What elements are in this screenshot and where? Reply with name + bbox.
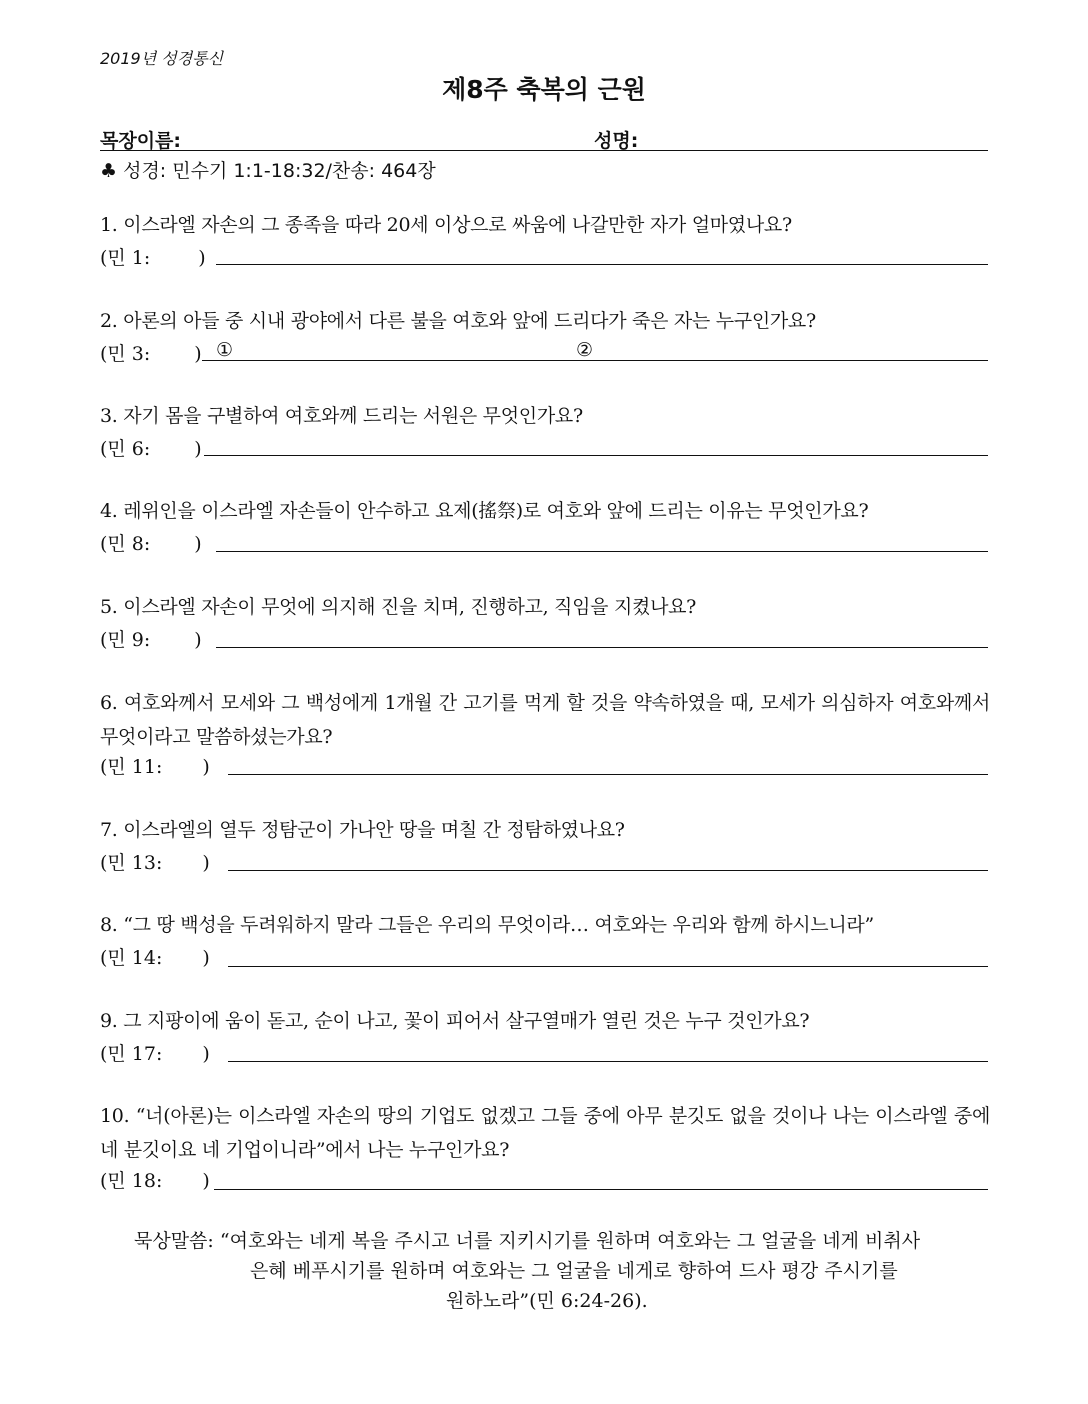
name-label: 성명: [594, 130, 639, 152]
leader-label: 목장이름: [100, 130, 182, 152]
answer-line-6[interactable] [228, 774, 988, 775]
question-7: 7. 이스라엘의 열두 정탐군이 가나안 땅을 며칠 간 정탐하였나요? [100, 819, 625, 841]
question-6-ref: (민 11: ) [100, 756, 210, 778]
question-8: 8. “그 땅 백성을 두려워하지 말라 그들은 우리의 무엇이라… 여호와는 우리와 함께 하시느니라” [100, 914, 874, 936]
closing-line-3: 원하노라”(민 6:24-26). [446, 1290, 648, 1312]
closing-line-2: 은혜 베푸시기를 원하며 여호와는 그 얼굴을 네게로 향하여 드사 평강 주시기를 [250, 1260, 898, 1282]
scripture-text: 성경: 민수기 1:1-18:32/찬송: 464장 [123, 160, 436, 182]
question-3: 3. 자기 몸을 구별하여 여호와께 드리는 서원은 무엇인가요? [100, 405, 583, 427]
question-2: 2. 아론의 아들 중 시내 광야에서 다른 불을 여호와 앞에 드리다가 죽은 자는 누구인가요? [100, 310, 816, 332]
question-4-ref: (민 8: ) [100, 533, 202, 555]
answer-line-3[interactable] [204, 455, 988, 456]
header-note: 2019년 성경통신 [100, 49, 224, 68]
question-10: 10. “너(아론)는 이스라엘 자손의 땅의 기업도 없겠고 그들 중에 아무 분깃도 없을 것이나 나는 이스라엘 중에 네 분깃이요 네 기업이니라”에서 나는 누구인가요? [100, 1105, 990, 1161]
question-8-ref: (민 14: ) [100, 947, 210, 969]
club-icon: ♣ [100, 160, 118, 182]
answer-line-1[interactable] [216, 264, 988, 265]
answer-line-2[interactable] [202, 360, 988, 361]
question-4: 4. 레위인을 이스라엘 자손들이 안수하고 요제(搖祭)로 여호와 앞에 드리는 이유는 무엇인가요? [100, 500, 869, 522]
question-5: 5. 이스라엘 자손이 무엇에 의지해 진을 치며, 진행하고, 직임을 지켰나요? [100, 596, 697, 618]
question-1: 1. 이스라엘 자손의 그 종족을 따라 20세 이상으로 싸움에 나갈만한 자가 얼마였나요? [100, 214, 792, 236]
leader-field[interactable] [188, 126, 588, 150]
question-10-ref: (민 18: ) [100, 1170, 210, 1192]
answer-line-7[interactable] [228, 870, 988, 871]
name-row-underline [100, 150, 988, 151]
closing-line-1: 묵상말씀: “여호와는 네게 복을 주시고 너를 지키시기를 원하며 여호와는 그 얼굴을 네게 비취사 [134, 1230, 921, 1252]
question-9: 9. 그 지팡이에 움이 돋고, 순이 나고, 꽃이 피어서 살구열매가 열린 것은 누구 것인가요? [100, 1010, 810, 1032]
question-9-ref: (민 17: ) [100, 1043, 210, 1065]
page-title: 제8주 축복의 근원 [442, 75, 646, 104]
question-6: 6. 여호와께서 모세와 그 백성에게 1개월 간 고기를 먹게 할 것을 약속하였을 때, 모세가 의심하자 여호와께서 무엇이라고 말씀하셨는가요? [100, 692, 990, 748]
question-5-ref: (민 9: ) [100, 629, 202, 651]
closing-verse [0, 1226, 1088, 1316]
question-7-ref: (민 13: ) [100, 852, 210, 874]
answer-line-4[interactable] [216, 551, 988, 552]
answer-mark-2: ② [576, 339, 594, 361]
answer-mark-1: ① [216, 339, 234, 361]
question-3-ref: (민 6: ) [100, 438, 202, 460]
answer-line-8[interactable] [228, 966, 988, 967]
question-2-ref: (민 3: ) [100, 343, 202, 365]
answer-line-5[interactable] [216, 647, 988, 648]
answer-line-9[interactable] [228, 1061, 988, 1062]
scripture-line [100, 156, 436, 183]
question-1-ref: (민 1: ) [100, 247, 206, 269]
answer-line-10[interactable] [214, 1189, 988, 1190]
name-field[interactable] [644, 126, 988, 150]
